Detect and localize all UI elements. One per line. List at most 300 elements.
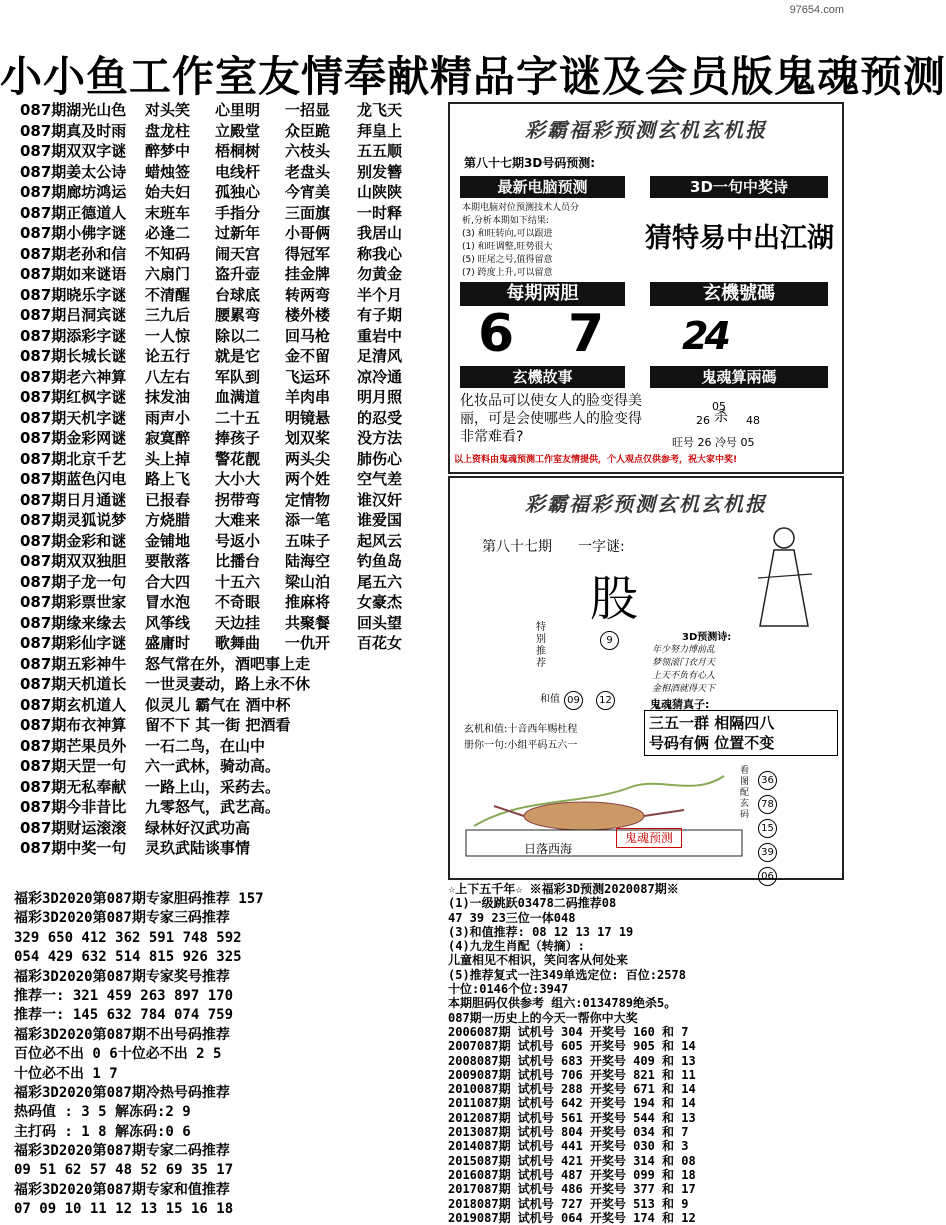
special-number: 9 [600,628,619,650]
riddle-row [20,121,440,142]
riddle-cell: 军队到 [215,367,261,386]
recommend-line: 推荐一: 145 632 784 074 759 [14,1007,234,1024]
recommend-line: 07 09 10 11 12 13 15 16 18 [14,1201,234,1218]
recommend-line: (3)和值推荐: 08 12 13 17 19 [448,924,634,939]
side-number-circle: 06 [758,867,777,886]
riddle-cell: 半个月 [357,285,403,304]
computer-prediction-header: 最新电脑预测 [460,176,625,198]
riddle-row [20,469,440,490]
sage-figure-icon [738,518,832,638]
sum-number-1: 09 [564,688,583,710]
riddle-cell: 的忍受 [357,408,403,427]
riddle-cell: 谁爱国 [357,511,403,529]
riddle-cell: 两个姓 [285,470,331,488]
riddle-cell: 一人惊 [145,326,191,345]
recommend-line: 福彩3D2020第087期专家三码推荐 [14,910,230,927]
box-footer: 以上资料由鬼魂预测工作室友情提供，个人观点仅供参考，祝大家中奖! [454,455,738,465]
riddle-cell: 087期正德道人 [20,203,127,222]
riddle-cell: 六一武林，骑动高。 [145,757,281,775]
riddle-row [20,449,440,470]
riddle-row [20,510,440,531]
riddle-char: 股 [590,571,639,627]
recommend-line: 热码值 : 3 5 解冻码:2 9 [14,1104,191,1121]
poem-lines [652,644,782,696]
riddle-cell: 我居山 [357,224,403,242]
riddle-cell: 歌舞曲 [215,634,261,652]
riddle-row [20,818,440,839]
riddle-cell: 空气差 [357,470,403,488]
riddle-cell: 推麻将 [285,593,331,611]
code-header: 玄機號碼 [650,282,828,306]
riddle-cell: 盗升壶 [215,265,261,283]
riddle-cell: 谁汉奸 [357,490,403,509]
recommend-line: 福彩3D2020第087期不出号码推荐 [14,1026,230,1043]
riddle-cell: 五味子 [285,531,331,550]
riddle-cell: 要散落 [145,552,191,570]
riddle-row [20,244,440,265]
box-banner: 彩霸福彩预测玄机玄机报 [525,118,767,142]
recommend-line: ☆上下五千年☆ ※福彩3D预测2020087期※ [448,882,679,896]
riddle-cell: 087期老孙和信 [20,244,127,263]
mystery-code: 24 [682,314,727,358]
riddle-cell: 抹发油 [145,388,191,406]
riddle-row [20,203,440,224]
recommend-line: (1)一级跳跃03478二码推荐08 [448,896,617,911]
riddle-cell: 087期日月通谜 [20,490,127,509]
riddle-cell: 六扇门 [145,265,191,283]
riddle-cell: 没方法 [357,429,403,447]
scene-caption: 日落西海 [524,842,573,856]
riddle-cell: 比播台 [215,552,261,570]
recommend-line: 2006087期 试机号 304 开奖号 160 和 7 [448,1024,689,1039]
riddle-cell: 三九后 [145,306,191,324]
side-number-circle: 36 [758,771,777,790]
riddle-cell: 称我心 [357,244,403,263]
sum-number-2: 12 [596,688,615,710]
riddle-row [20,428,440,449]
riddle-cell: 楼外楼 [285,306,331,324]
prediction-line: (5) 旺尾之号,值得留意 [462,255,553,265]
riddle-row [20,736,440,757]
riddle-cell: 087期子龙一句 [20,572,127,591]
riddle-cell: 明月照 [357,388,403,406]
riddle-row [20,695,440,716]
recommend-line: 2013087期 试机号 804 开奖号 034 和 7 [448,1125,689,1140]
recommend-line: 2010087期 试机号 288 开奖号 671 和 14 [448,1082,696,1097]
riddle-cell: 不清醒 [145,285,191,304]
riddle-row [20,367,440,388]
ghost-number-3: 48 [746,414,760,427]
riddle-cell: 087期长城长谜 [20,347,127,365]
ghost-text-line: 三五一群 相隔四八 [649,714,775,732]
riddle-cell: 087期天罡一句 [20,757,127,775]
riddle-cell: 天边挂 [215,613,261,632]
riddle-cell: 山陕陕 [357,183,403,201]
riddle-cell: 台球底 [215,285,261,304]
recommend-line: 47 39 23三位一体048 [448,910,576,925]
riddle-cell: 冒水泡 [145,593,191,611]
riddle-cell: 警花靓 [215,449,261,468]
recommend-line: 推荐一: 321 459 263 897 170 [14,987,234,1004]
riddle-cell: 蜡烛签 [145,162,191,181]
riddle-cell: 血满道 [215,388,261,406]
riddle-row [20,162,440,183]
recommend-line: 本期胆码仅供参考 组六:0134789绝杀5。 [448,996,677,1011]
recommend-line: 福彩3D2020第087期冷热号码推荐 [14,1084,230,1101]
recommend-line: 福彩3D2020第087期专家和值推荐 [14,1181,230,1198]
riddle-row [20,674,440,695]
riddle-row [20,285,440,306]
riddle-cell: 合大四 [145,572,191,591]
riddle-cell: 就是它 [215,347,261,365]
riddle-cell: 今宵美 [285,183,331,201]
riddle-cell: 两头尖 [285,449,331,468]
prediction-box-bottom [448,476,844,880]
prediction-line: 析,分析本期如下结果: [462,216,549,226]
riddle-row [20,592,440,613]
recommend-line: 2012087期 试机号 561 开奖号 544 和 13 [448,1110,696,1125]
riddle-cell: 末班车 [145,203,191,222]
poem-title: 3D预测诗: [682,632,732,643]
riddle-cell: 勿黄金 [357,265,403,283]
riddle-cell: 087期添彩字谜 [20,326,127,345]
riddle-list [20,100,440,859]
riddle-cell: 不知码 [145,244,191,263]
site-watermark: 97654.com [789,4,844,16]
riddle-row [20,531,440,552]
riddle-cell: 划双桨 [285,429,331,447]
riddle-cell: 定情物 [285,490,331,509]
special-label: 特别推荐 [536,622,546,669]
ghost-number-1: 05 [712,400,726,413]
riddle-cell: 十五六 [215,572,261,591]
riddle-cell: 路上飞 [145,470,191,488]
riddle-cell: 087期小佛字谜 [20,224,127,242]
side-number [758,816,778,838]
riddle-cell: 087期财运滚滚 [20,818,127,837]
riddle-cell: 087期双双独胆 [20,552,127,570]
riddle-cell: 有子期 [357,306,403,324]
prediction-line: 本期电脑对位预测技术人员分 [462,203,580,213]
dan-number-2: 7 [568,304,605,364]
riddle-row [20,777,440,798]
riddle-row [20,490,440,511]
recommend-line: 十位必不出 1 7 [14,1065,118,1082]
riddle-cell: 必逢二 [145,224,191,242]
riddle-cell: 一路上山，采药去。 [145,777,281,796]
riddle-cell: 087期蓝色闪电 [20,470,127,488]
riddle-cell: 众臣跪 [285,121,331,140]
riddle-cell: 大小大 [215,470,261,488]
recommend-line: 儿童相见不相识，笑问客从何处来 [448,953,629,968]
riddle-cell: 钓鱼岛 [357,552,403,570]
riddle-row [20,223,440,244]
riddle-cell: 手指分 [215,203,261,222]
box-banner: 彩霸福彩预测玄机玄机报 [525,492,767,516]
side-number-circle: 78 [758,795,777,814]
riddle-cell: 拜皇上 [357,121,403,140]
riddle-cell: 087期晓乐字谜 [20,285,127,304]
riddle-row [20,182,440,203]
riddle-label: 一字谜: [578,539,625,555]
riddle-cell: 论五行 [145,347,191,365]
sum-label: 和值 [540,694,560,705]
riddle-cell: 一仇开 [285,634,331,652]
recommend-line: 主打码 : 1 8 解冻码:0 6 [14,1123,191,1140]
computer-prediction-lines [462,202,642,280]
ghost-stamp: 鬼魂预测 [616,828,682,848]
riddle-cell: 087期天机字谜 [20,408,127,427]
riddle-cell: 一时释 [357,203,403,222]
riddle-cell: 过新年 [215,224,261,242]
riddle-cell: 087期灵狐说梦 [20,511,127,529]
riddle-row [20,141,440,162]
issue-label: 第八十七期3D号码预测: [464,156,596,170]
recommend-line: 2017087期 试机号 486 开奖号 377 和 17 [448,1182,696,1197]
sentence-hint: 册你一句:小组平码五六一 [464,740,578,751]
riddle-row [20,326,440,347]
riddle-cell: 回头望 [357,613,403,632]
riddle-cell: 087期姜太公诗 [20,162,127,181]
riddle-cell: 腰累弯 [215,306,261,324]
riddle-cell: 087期今非昔比 [20,798,127,816]
riddle-cell: 飞运环 [285,367,331,386]
recommend-line: 329 650 412 362 591 748 592 [14,929,242,946]
poem-text: 猜特易中出江湖 [645,223,834,254]
riddle-cell: 087期红枫字谜 [20,388,127,406]
riddle-cell: 挂金牌 [285,265,331,283]
riddle-cell: 始夫妇 [145,183,191,201]
recommend-line: 百位必不出 0 6十位必不出 2 5 [14,1046,222,1063]
prediction-line: (1) 和旺调整,旺势很大 [462,242,553,252]
riddle-cell: 起风云 [357,531,403,550]
riddle-cell: 087期芒果员外 [20,736,127,755]
recommend-line: 福彩3D2020第087期专家二码推荐 [14,1143,230,1160]
riddle-cell: 雨声小 [145,408,191,427]
riddle-cell: 捧孩子 [215,429,261,447]
riddle-cell: 八左右 [145,367,191,386]
prediction-line: (3) 和旺转向,可以跟进 [462,229,553,239]
poem-line: 年少努力博前乱 [652,645,716,655]
riddle-row [20,633,440,654]
poem-line: 金相酒就得天下 [652,684,716,694]
prediction-line: (7) 跨度上升,可以留意 [462,268,553,278]
issue-label: 第八十七期 [482,539,552,555]
riddle-cell: 087期真及时雨 [20,121,127,140]
riddle-cell: 留不下 其一街 把酒看 [145,716,291,734]
sum-hint: 玄机和值:十音西年赐杜程 [464,724,578,735]
riddle-cell: 陆海空 [285,552,331,570]
recommend-line: 2014087期 试机号 441 开奖号 030 和 3 [448,1139,689,1154]
riddle-cell: 百花女 [357,634,403,652]
riddle-cell: 087期彩票世家 [20,593,127,611]
riddle-cell: 三面旗 [285,203,331,222]
riddle-row [20,387,440,408]
recommend-line: 09 51 62 57 48 52 69 35 17 [14,1162,234,1179]
riddle-cell: 心里明 [215,101,261,119]
riddle-cell: 似灵儿 霸气在 酒中杯 [145,695,291,714]
side-numbers [758,768,778,888]
riddle-cell: 一世灵妻动，路上永不休 [145,675,311,693]
riddle-cell: 方烧腊 [145,511,191,529]
riddle-cell: 六枝头 [285,142,331,160]
riddle-cell: 大难来 [215,511,261,529]
riddle-cell: 087期湖光山色 [20,101,127,119]
dan-number-1: 6 [478,304,515,364]
riddle-cell: 转两弯 [285,285,331,304]
riddle-cell: 孤独心 [215,183,261,201]
riddle-cell: 087期天机道长 [20,675,127,693]
recommend-line: 福彩3D2020第087期专家胆码推荐 157 [14,891,264,907]
riddle-cell: 怒气常在外，酒吧事上走 [145,654,311,673]
riddle-cell: 得冠军 [285,244,331,263]
riddle-cell: 梁山泊 [285,572,331,591]
riddle-cell: 087期缘来缘去 [20,613,127,632]
riddle-cell: 绿林好汉武功高 [145,818,251,837]
ghost-number-2: 26 [696,414,710,427]
riddle-cell: 一石二鸟，在山中 [145,736,266,755]
riddle-cell: 087期双双字谜 [20,142,127,160]
recommend-line: 2015087期 试机号 421 开奖号 314 和 08 [448,1153,696,1168]
riddle-row [20,613,440,634]
riddle-cell: 087期老六神算 [20,367,127,386]
riddle-cell: 087期金彩网谜 [20,429,127,447]
riddle-cell: 087期玄机道人 [20,695,127,714]
poem-header: 3D一句中奖诗 [650,176,828,198]
riddle-cell: 回马枪 [285,326,331,345]
riddle-cell: 087期金彩和谜 [20,531,127,550]
riddle-row [20,346,440,367]
riddle-row [20,797,440,818]
riddle-row [20,654,440,675]
riddle-cell: 足清风 [357,347,403,365]
daily-dan-header: 每期两胆 [460,282,625,306]
riddle-cell: 添一笔 [285,511,331,529]
riddle-cell: 重岩中 [357,326,403,345]
riddle-row [20,838,440,859]
recommend-line: 2019087期 试机号 064 开奖号 174 和 12 [448,1210,696,1225]
riddle-cell: 087期中奖一句 [20,839,127,857]
page-title: 小小鱼工作室友情奉献精品字谜及会员版鬼魂预测 [0,52,946,101]
riddle-cell: 对头笑 [145,101,191,119]
landscape-scene-icon [464,766,744,858]
ghost-center-char: 杀 [714,409,728,425]
side-number-circle: 39 [758,843,777,862]
riddle-cell: 087期无私奉献 [20,777,127,796]
riddle-row [20,264,440,285]
riddle-cell: 凉冷通 [357,367,403,386]
poem-line: 梦领滚门衣月天 [652,658,716,668]
riddle-cell: 087期彩仙字谜 [20,634,127,652]
riddle-cell: 闹天宫 [215,244,261,263]
prediction-box-top [448,102,844,474]
riddle-cell: 087期吕洞宾谜 [20,306,127,324]
recommend-line: 2008087期 试机号 683 开奖号 409 和 13 [448,1053,696,1068]
riddle-cell: 除以二 [215,326,261,345]
riddle-cell: 老盘头 [285,162,331,181]
riddle-cell: 寂寞醉 [145,429,191,447]
ghost-text-line: 号码有俩 位置不变 [649,734,775,752]
side-number [758,768,778,790]
story-text: 化妆品可以使女人的脸变得美丽，可是会使哪些人的脸变得非常难看? [460,393,642,445]
side-label: 看图配玄码 [740,766,750,820]
riddle-cell: 共聚餐 [285,613,331,632]
recommend-line: 2016087期 试机号 487 开奖号 099 和 18 [448,1167,696,1182]
riddle-cell: 九零怒气，武艺高。 [145,798,281,816]
recommend-line: 2009087期 试机号 706 开奖号 821 和 11 [448,1067,696,1082]
recommend-line: 福彩3D2020第087期专家奖号推荐 [14,968,230,985]
riddle-cell: 087期廊坊鸿运 [20,183,127,201]
story-header: 玄機故事 [460,366,625,388]
riddle-cell: 金铺地 [145,531,191,550]
riddle-cell: 已报春 [145,490,191,509]
riddle-cell: 087期五彩神牛 [20,654,127,673]
side-number [758,840,778,862]
recommend-line: 2018087期 试机号 727 开奖号 513 和 9 [448,1196,689,1211]
recommend-line: (4)九龙生肖配（转摘）: [448,939,585,954]
riddle-cell: 龙飞天 [357,101,403,119]
riddle-cell: 拐带弯 [215,490,261,509]
recommend-line: 十位:0146个位:3947 [448,982,569,997]
riddle-row [20,305,440,326]
riddle-cell: 087期如来谜语 [20,265,127,283]
recommend-list-right [448,882,843,1225]
recommend-line: (5)推荐复式一注349单选定位: 百位:2578 [448,967,686,982]
riddle-cell: 盛庸时 [145,634,191,652]
riddle-cell: 金不留 [285,347,331,365]
side-number [758,792,778,814]
riddle-cell: 五五顺 [357,142,403,160]
riddle-row [20,551,440,572]
recommend-line: 2011087期 试机号 642 开奖号 194 和 14 [448,1096,696,1111]
riddle-cell: 别发簪 [357,162,403,181]
ghost-text-box [644,710,838,756]
riddle-row [20,572,440,593]
riddle-cell: 羊肉串 [285,388,331,406]
riddle-cell: 女豪杰 [357,593,403,611]
recommend-line: 087期一历史上的今天一帮你中大奖 [448,1010,638,1025]
riddle-cell: 号返小 [215,531,261,550]
riddle-cell: 二十五 [215,408,261,427]
poem-line: 上天不负有心人 [652,671,716,681]
riddle-cell: 一招显 [285,101,331,119]
riddle-cell: 醉梦中 [145,142,191,160]
riddle-cell: 灵玖武陆谈事情 [145,839,251,857]
riddle-cell: 电线杆 [215,162,261,181]
recommend-list-left [14,890,434,1220]
riddle-cell: 头上掉 [145,449,191,468]
riddle-cell: 盘龙柱 [145,121,191,140]
riddle-cell: 风筝线 [145,613,191,632]
riddle-cell: 明镜悬 [285,408,331,427]
riddle-row [20,756,440,777]
riddle-row [20,715,440,736]
riddle-cell: 087期北京千艺 [20,449,127,468]
riddle-cell: 梧桐树 [215,142,261,160]
ghost-label: 鬼魂猜真子: [650,698,710,711]
ghost-code-header: 鬼魂算兩碼 [650,366,828,388]
side-number-circle: 15 [758,819,777,838]
riddle-cell: 肺伤心 [357,449,403,468]
riddle-cell: 087期布衣神算 [20,716,127,734]
riddle-cell: 不奇眼 [215,593,261,611]
recommend-line: 054 429 632 514 815 926 325 [14,949,242,966]
riddle-cell: 小哥俩 [285,224,331,242]
recommend-line: 2007087期 试机号 605 开奖号 905 和 14 [448,1039,696,1054]
riddle-cell: 立殿堂 [215,121,261,140]
riddle-cell: 尾五六 [357,572,403,591]
riddle-row [20,100,440,121]
